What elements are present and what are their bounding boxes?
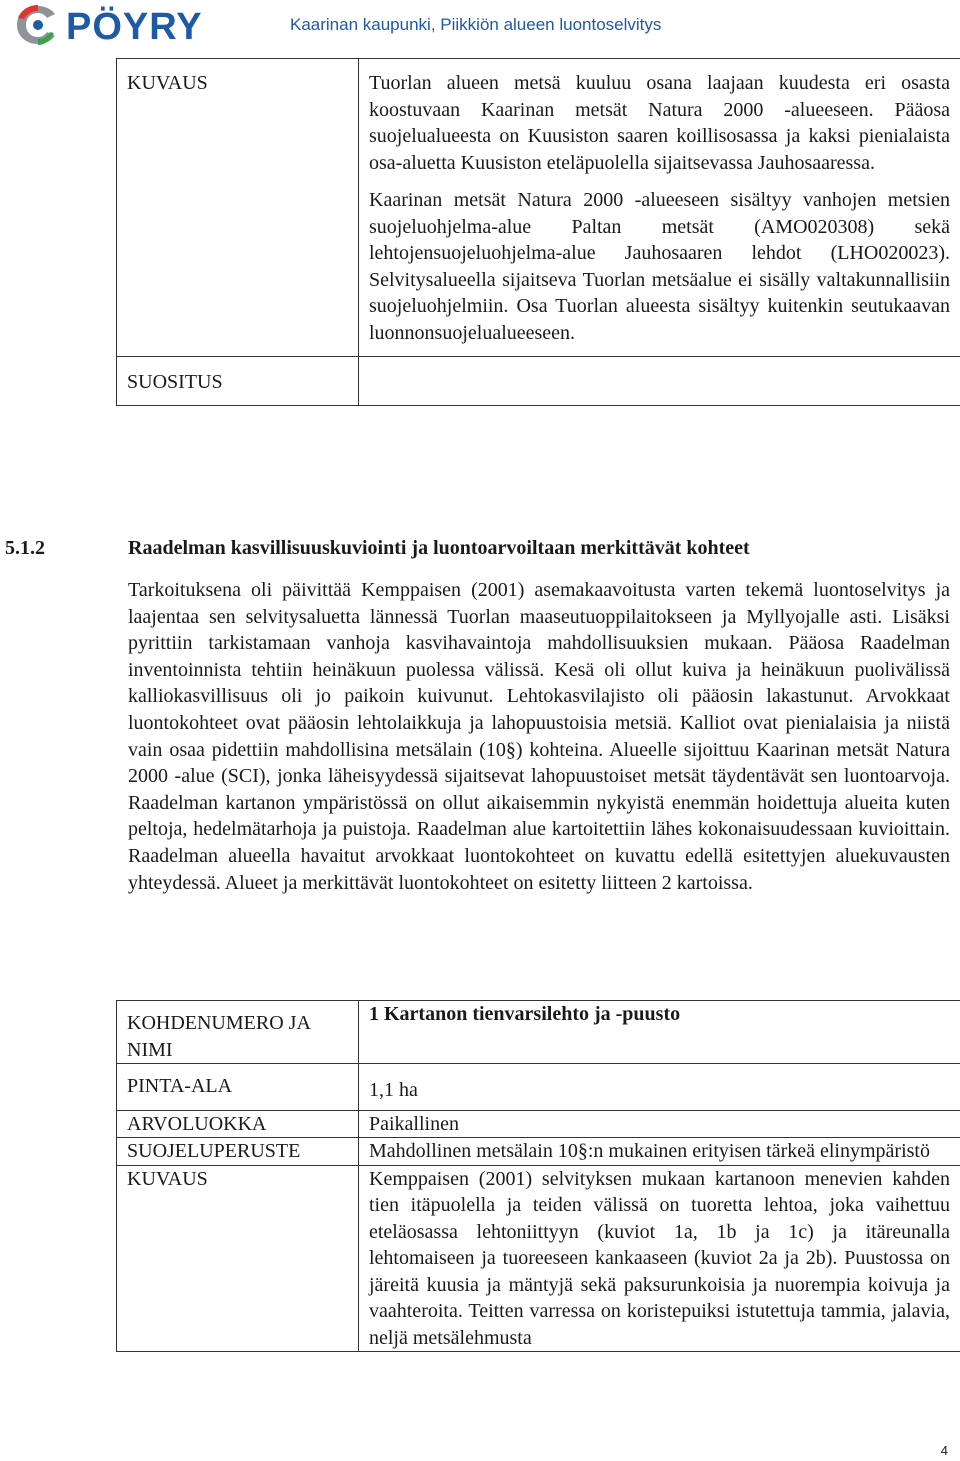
row-label: SUOSITUS <box>117 357 359 406</box>
section-title: Raadelman kasvillisuuskuviointi ja luontoarvoiltaan merkittävät kohteet <box>128 537 750 559</box>
description-paragraph: Kaarinan metsät Natura 2000 -alueeseen sisältyy vanhojen metsien suojeluohjelma-alue Paltan metsät (AMO020308) sekä lehtojensuojeluohjelma-alue Jauhosaaren lehdot (LHO020023). Selvitysalueella sijaitseva Tuorlan metsäalue ei sisälly valtakunnallisiin suojeluohjelmiin. Osa Tuorlan alueesta sisältyy kuitenkin seutukaavan luonnonsuojelualueeseen. <box>369 189 950 344</box>
section-body-text: Tarkoituksena oli päivittää Kemppaisen (2001) asemakaavoitusta varten tekemä luontoselvitys ja laajentaa sen selvitysaluetta lännessä Tuorlan maaseutuoppilaitokseen ja Myllyojalle asti. Lisäksi pyrittiin tarkistamaan vanhoja kasvihavaintoja mahdollisuuksien mukaan. Pääosa Raadelman inventoinnista tehtiin heinäkuun puolessa välissä. Kesä oli ollut kuiva ja heinäkuun puolivälissä kalliokasvillisuus oli jo paikoin kuivunut. Lehtokasvilajisto oli pääosin lakastunut. Arvokkaat luontokohteet ovat pääosin lehtolaikkuja ja lahopuustoisia metsiä. Kalliot ovat pienialaisia ja niistä vain osaa pidettiin mahdollisina metsälain (10§) kohteina. Alueelle sijoittuu Kaarinan metsät Natura 2000 -alue (SCI), jonka läheisyydessä sijaitsevat lahopuustoiset metsät täydentävät sen luontoarvoja. Raadelman kartanon ympäristössä on ollut aikaisemmin nykyistä enemmän hoidettuja alueita kuten peltoja, hedelmätarhoja ja puistoja. Raadelman alue kartoitettiin lähes kokonaisuudessaan kuvioittain. Raadelman alueella havaitut arvokkaat luontokohteet on kuvattu edellä esitettyjen aluekuvausten yhteydessä. Alueet ja merkittävät luontokohteet on esitetty liitteen 2 kartoissa. <box>128 579 950 894</box>
description-paragraph: Tuorlan alueen metsä kuuluu osana laajaan kuudesta eri osasta koostuvaan Kaarinan metsät Natura 2000 -alueeseen. Pääosa suojelualueesta on Kuusiston saaren koillisosassa ja kaksi pienialaista osa-aluetta Kuusiston eteläpuolella sijaitsevassa Jauhosaaressa. <box>369 72 950 174</box>
table-row <box>117 357 960 406</box>
row-label: SUOJELUPERUSTE <box>117 1138 359 1166</box>
logo-wordmark: PÖYRY <box>66 6 203 48</box>
table-row <box>117 59 960 357</box>
row-value: 1 Kartanon tienvarsilehto ja -puusto <box>359 1001 960 1064</box>
row-label: PINTA-ALA <box>117 1064 359 1111</box>
row-label: KUVAUS <box>117 1165 359 1352</box>
page-header <box>0 0 960 52</box>
row-label: KUVAUS <box>117 59 359 357</box>
row-value: 1,1 ha <box>359 1064 960 1111</box>
site-info-table-kohde-1 <box>116 1000 960 1352</box>
site-info-table-tuorla <box>116 58 960 406</box>
row-value <box>359 357 960 406</box>
table-row <box>117 1165 960 1352</box>
table-row <box>117 1001 960 1064</box>
poyry-logo-graphic <box>14 2 266 48</box>
row-label: ARVOLUOKKA <box>117 1110 359 1138</box>
row-label: KOHDENUMERO JA NIMI <box>117 1001 359 1064</box>
row-value: Paikallinen <box>359 1110 960 1138</box>
poyry-logo <box>14 2 266 48</box>
section-number: 5.1.2 <box>5 537 45 559</box>
row-value <box>359 59 960 357</box>
table-row <box>117 1064 960 1111</box>
table-row <box>117 1138 960 1166</box>
document-title: Kaarinan kaupunki, Piikkiön alueen luontoselvitys <box>290 15 662 34</box>
page-number: 4 <box>940 1443 948 1458</box>
table-row <box>117 1110 960 1138</box>
row-value: Mahdollinen metsälain 10§:n mukainen erityisen tärkeä elinympäristö <box>359 1138 960 1166</box>
row-value: Kemppaisen (2001) selvityksen mukaan kartanoon menevien kahden tien itäpuolella ja teiden välissä on tuoretta lehtoa, joka vaihettuu eteläosassa lehtoniittyyn (kuviot 1a, 1b ja 1c) ja itäreunalla lehtomaiseen ja tuoreeseen kankaaseen (kuviot 2a ja 2b). Puustossa on järeitä kuusia ja mäntyjä sekä paksurunkoisia ja nuorempia koivuja ja vaahteroita. Teitten varressa on koristepuiksi istutettuja tammia, jalavia, neljä metsälehmusta <box>359 1165 960 1352</box>
